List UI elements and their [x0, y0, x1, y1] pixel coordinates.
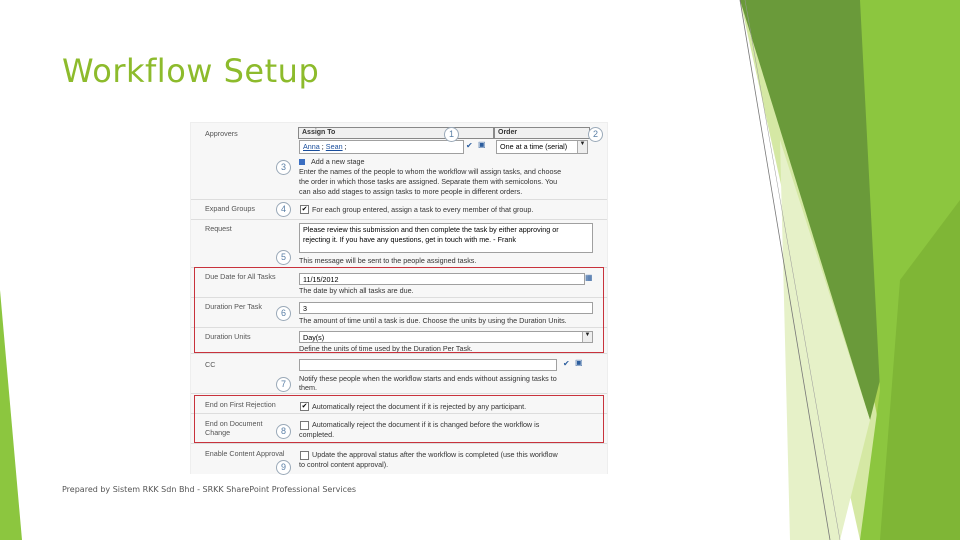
end-document-change-text-2: completed. — [299, 430, 335, 439]
enable-content-approval-checkbox[interactable] — [300, 451, 309, 460]
chevron-down-icon[interactable]: ▼ — [582, 332, 592, 342]
end-document-change-label-1: End on Document — [205, 419, 263, 428]
end-first-rejection-label: End on First Rejection — [205, 400, 276, 409]
workflow-form-screenshot — [190, 122, 608, 474]
cc-row — [191, 353, 607, 394]
cc-label: CC — [205, 360, 216, 369]
due-date-value: 11/15/2012 — [303, 275, 339, 284]
enable-content-approval-label: Enable Content Approval — [205, 449, 285, 458]
check-names-icon[interactable]: ✔ — [466, 141, 473, 150]
assignee-trailing-separator: ; — [344, 142, 347, 151]
cc-input[interactable] — [299, 359, 557, 371]
check-names-icon[interactable]: ✔ — [563, 359, 570, 368]
assign-to-input[interactable] — [299, 140, 464, 154]
callout-4: 4 — [276, 202, 291, 217]
callout-5: 5 — [276, 250, 291, 265]
end-first-rejection-checkbox[interactable]: ✔ — [301, 403, 308, 410]
duration-units-value: Day(s) — [303, 333, 325, 342]
request-label: Request — [205, 224, 232, 233]
callout-7: 7 — [276, 377, 291, 392]
assignee-sean[interactable]: Sean — [325, 142, 343, 151]
callout-2: 2 — [588, 127, 603, 142]
address-book-icon[interactable]: ▣ — [478, 140, 486, 149]
approvers-help-2: the order in which those tasks are assigned. Separate them with semicolons. You — [299, 177, 558, 186]
approvers-row — [191, 123, 607, 199]
request-textarea[interactable] — [299, 223, 593, 253]
due-date-help: The date by which all tasks are due. — [299, 286, 414, 295]
end-document-change-text-1: Automatically reject the document if it is changed before the workflow is — [312, 420, 540, 429]
cc-help-1: Notify these people when the workflow starts and ends without assigning tasks to — [299, 374, 557, 383]
highlight-due-duration — [194, 267, 604, 353]
order-select[interactable] — [496, 140, 588, 154]
assign-to-header: Assign To — [298, 127, 494, 139]
highlight-end-conditions — [194, 395, 604, 443]
callout-8: 8 — [276, 424, 291, 439]
duration-per-task-value: 3 — [303, 304, 307, 313]
expand-groups-checkbox[interactable]: ✔ — [301, 206, 308, 213]
duration-units-help: Define the units of time used by the Duration Per Task. — [299, 344, 473, 353]
assignee-separator: ; — [321, 142, 324, 151]
approvers-label: Approvers — [205, 129, 238, 138]
facet-left-corner — [0, 290, 22, 540]
add-stage-link[interactable]: Add a new stage — [311, 157, 365, 166]
add-stage-icon[interactable] — [299, 159, 305, 165]
callout-1: 1 — [444, 127, 459, 142]
end-first-rejection-text: Automatically reject the document if it is rejected by any participant. — [312, 402, 527, 411]
enable-content-approval-row — [191, 443, 607, 474]
request-help: This message will be sent to the people assigned tasks. — [299, 256, 477, 265]
approvers-help-3: can also add stages to assign tasks to more people in different orders. — [299, 187, 523, 196]
expand-groups-row — [191, 199, 607, 220]
slide-title: Workflow Setup — [62, 52, 320, 90]
request-text-2: rejecting it. If you have any questions, get in touch with me. - Frank — [303, 234, 516, 244]
chevron-down-icon[interactable]: ▼ — [577, 141, 587, 153]
due-date-label: Due Date for All Tasks — [205, 272, 276, 281]
callout-3: 3 — [276, 160, 291, 175]
slide-footer: Prepared by Sistem RKK Sdn Bhd - SRKK SharePoint Professional Services — [62, 485, 357, 494]
callout-6: 6 — [276, 306, 291, 321]
assignee-anna[interactable]: Anna — [303, 142, 320, 151]
cc-help-2: them. — [299, 383, 317, 392]
order-value: One at a time (serial) — [500, 142, 568, 151]
duration-per-task-label: Duration Per Task — [205, 302, 262, 311]
duration-units-label: Duration Units — [205, 332, 251, 341]
request-text-1: Please review this submission and then complete the task by either approving or — [303, 225, 559, 234]
order-header: Order — [494, 127, 590, 139]
enable-content-approval-text-1: Update the approval status after the workflow is completed (use this workflow — [312, 450, 558, 459]
duration-per-task-help: The amount of time until a task is due. Choose the units by using the Duration Units. — [299, 316, 567, 325]
end-document-change-label-2: Change — [205, 428, 231, 437]
address-book-icon[interactable]: ▣ — [575, 358, 583, 367]
expand-groups-label: Expand Groups — [205, 204, 255, 213]
request-row — [191, 219, 607, 268]
callout-9: 9 — [276, 460, 291, 475]
expand-groups-text: For each group entered, assign a task to every member of that group. — [312, 205, 534, 214]
calendar-icon[interactable]: ▦ — [585, 273, 593, 282]
enable-content-approval-text-2: to control content approval). — [299, 460, 389, 469]
approvers-help-1: Enter the names of the people to whom the workflow will assign tasks, and choose — [299, 167, 562, 176]
